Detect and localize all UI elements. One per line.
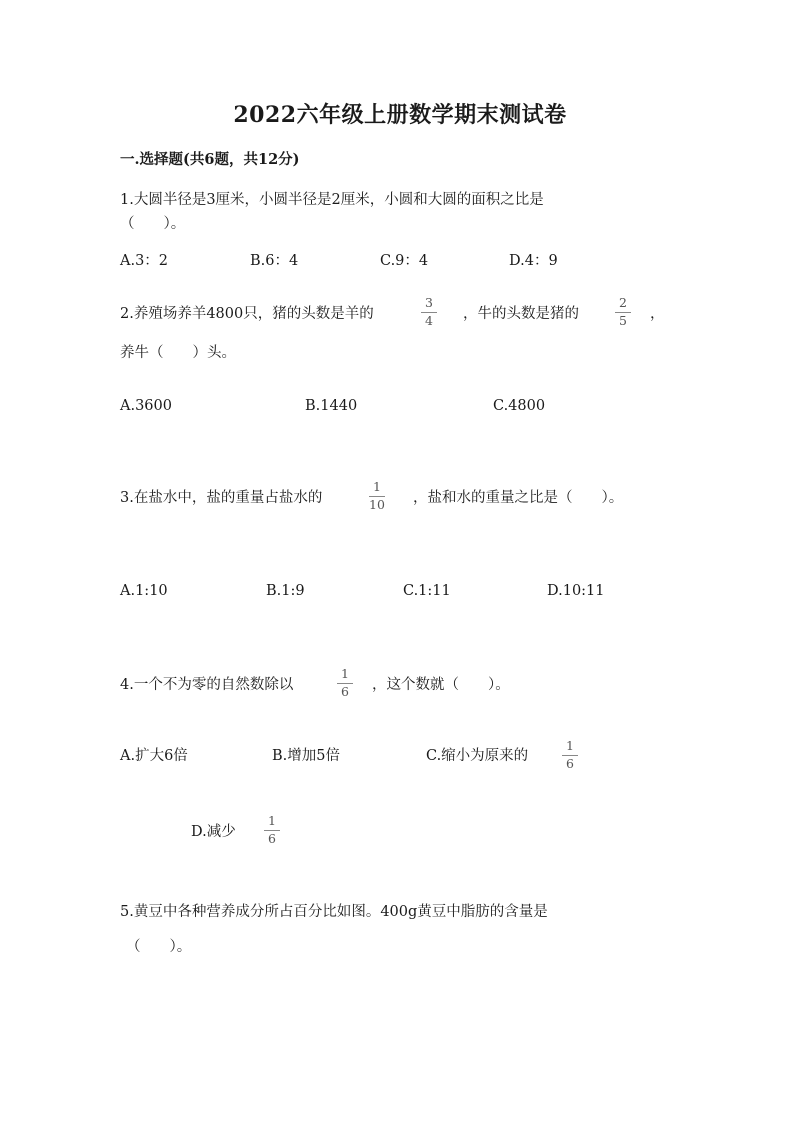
fraction-denominator: 5	[619, 312, 627, 328]
q4-option-a: A.扩大6倍	[120, 748, 188, 764]
q2-fraction-two-fifths	[615, 297, 631, 327]
fraction-numerator: 1	[337, 668, 353, 684]
q3-option-a: A.1:10	[120, 583, 168, 599]
q4-option-c: C.缩小为原来的	[426, 748, 529, 764]
q5-stem-line1: 5.黄豆中各种营养成分所占百分比如图。400g黄豆中脂肪的含量是	[120, 904, 548, 920]
q4-stem-part2: ，这个数就（ ）。	[372, 677, 510, 693]
q3-stem-part1: 3.在盐水中，盐的重量占盐水的	[120, 490, 323, 506]
fraction-denominator: 4	[425, 312, 433, 328]
q2-fraction-three-quarters	[421, 297, 437, 327]
q1-option-b: B.6：4	[250, 253, 299, 269]
q3-option-c: C.1:11	[403, 583, 451, 599]
q2-stem-part3: ，	[650, 306, 665, 322]
fraction-numerator: 3	[421, 297, 437, 313]
q3-option-d: D.10:11	[547, 583, 605, 599]
fraction-denominator: 10	[369, 496, 385, 512]
q5-stem-line2: （ ）。	[126, 939, 192, 955]
fraction-denominator: 6	[341, 683, 349, 699]
q2-option-b: B.1440	[305, 398, 358, 414]
q3-option-b: B.1:9	[266, 583, 305, 599]
q1-option-c: C.9：4	[380, 253, 429, 269]
q4-stem-part1: 4.一个不为零的自然数除以	[120, 677, 294, 693]
fraction-numerator: 1	[264, 815, 280, 831]
page-title: 2022六年级上册数学期末测试卷	[233, 102, 567, 128]
q2-stem-line2: 养牛（ ）头。	[120, 345, 236, 361]
q3-fraction-one-tenth	[369, 481, 385, 511]
q2-stem-part2: ，牛的头数是猪的	[463, 306, 579, 322]
q1-option-a: A.3：2	[120, 253, 169, 269]
q4-option-b: B.增加5倍	[272, 748, 340, 764]
fraction-denominator: 6	[566, 755, 574, 771]
fraction-numerator: 2	[615, 297, 631, 313]
q3-stem-part2: ，盐和水的重量之比是（ ）。	[413, 490, 624, 506]
q2-stem-part1: 2.养殖场养羊4800只，猪的头数是羊的	[120, 306, 374, 322]
section-heading: 一.选择题(共6题，共12分)	[120, 151, 300, 168]
q2-option-c: C.4800	[493, 398, 546, 414]
q1-stem-line2: （ ）。	[120, 216, 186, 232]
q2-option-a: A.3600	[120, 398, 172, 414]
q4-option-c-fraction	[562, 740, 578, 770]
q1-option-d: D.4：9	[509, 253, 558, 269]
q4-fraction-one-sixth	[337, 668, 353, 698]
fraction-numerator: 1	[369, 481, 385, 497]
fraction-denominator: 6	[268, 830, 276, 846]
q1-stem-line1: 1.大圆半径是3厘米，小圆半径是2厘米，小圆和大圆的面积之比是	[120, 192, 544, 208]
q4-option-d-fraction	[264, 815, 280, 845]
q4-option-d: D.减少	[191, 824, 236, 840]
fraction-numerator: 1	[562, 740, 578, 756]
